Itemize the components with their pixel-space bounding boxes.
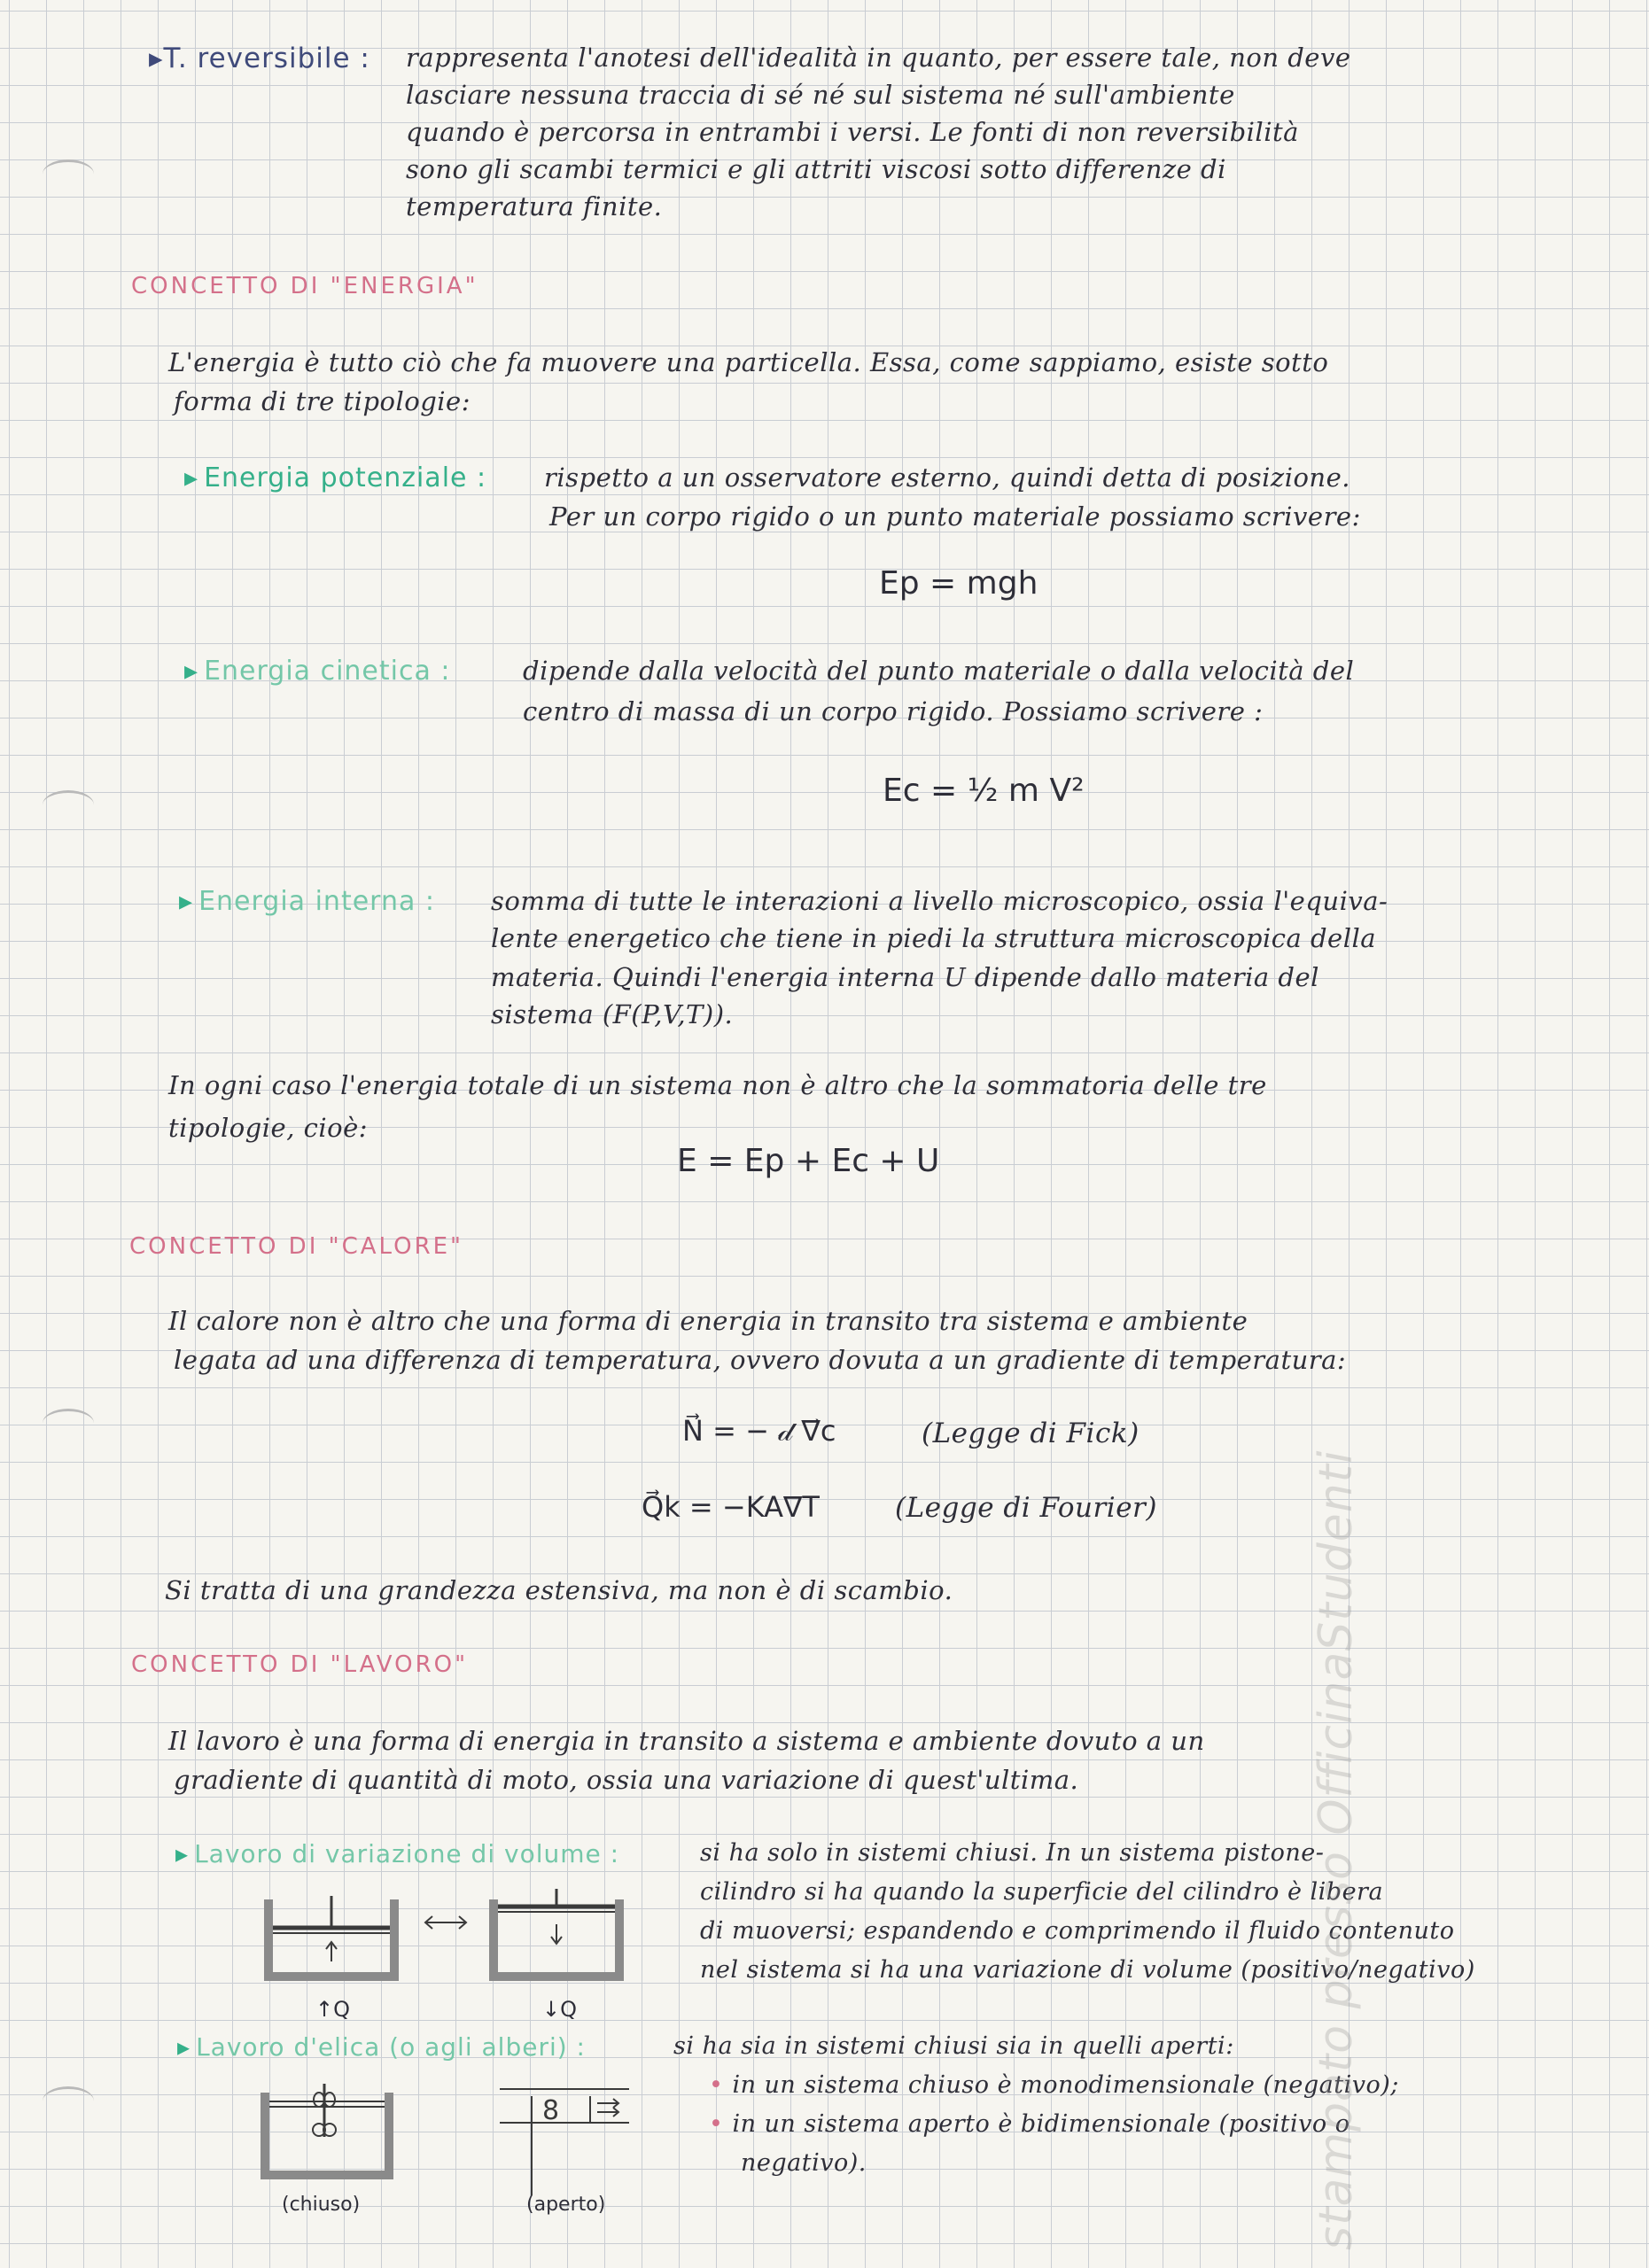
- energia-potenziale-line-1: rispetto a un osservatore esterno, quindi detta di posizione.: [544, 462, 1350, 493]
- cylinder-compressing: [489, 1889, 624, 1981]
- energia-cinetica-label: [184, 656, 451, 687]
- energia-interna-label: [179, 886, 435, 917]
- energia-potenziale-line-2: Per un corpo rigido o un punto materiale possiamo scrivere:: [549, 501, 1361, 532]
- legge-fourier-label: (Legge di Fourier): [895, 1492, 1157, 1524]
- lavoro-heading: CONCETTO DI "LAVORO": [131, 1651, 469, 1678]
- energia-interna-line-1: somma di tutte le interazioni a livello microscopico, ossia l'equiva-: [491, 886, 1388, 916]
- lavoro-line-1: Il lavoro è una forma di energia in transito a sistema e ambiente dovuto a un: [168, 1726, 1205, 1756]
- punch-hole-middle: [43, 790, 94, 819]
- lavoro-line-2: gradiente di quantità di moto, ossia una variazione di quest'ultima.: [174, 1765, 1079, 1795]
- arrow-bullet-icon: ▸: [179, 886, 194, 917]
- paddle-wheel-open-diagram: [496, 2084, 638, 2199]
- svg-text:8: 8: [542, 2095, 560, 2126]
- bullet-text: in un sistema aperto è bidimensionale (positivo o: [732, 2110, 1350, 2138]
- reversibile-line-1: rappresenta l'anotesi dell'idealità in quanto, per essere tale, non deve: [406, 43, 1351, 73]
- energia-cinetica-line-1: dipende dalla velocità del punto materiale o dalla velocità del: [523, 656, 1355, 686]
- bullet-dot-icon: •: [709, 2071, 724, 2099]
- energia-interna-line-4: sistema (F(P,V,T)).: [491, 999, 734, 1029]
- energia-cinetica-line-2: centro di massa di un corpo rigido. Possiamo scrivere :: [523, 696, 1264, 726]
- energia-totale-line-2: tipologie, cioè:: [168, 1113, 369, 1143]
- bullet-text: in un sistema chiuso è monodimensionale (negativo);: [732, 2071, 1399, 2099]
- legge-fick-label: (Legge di Fick): [922, 1418, 1140, 1449]
- lavoro-volume-line-1: si ha solo in sistemi chiusi. In un sistema pistone-: [700, 1839, 1325, 1867]
- cylinder-expanding: [264, 1896, 399, 1981]
- formula-energia-totale: E = Ep + Ec + U: [677, 1143, 940, 1179]
- heat-in-label: ↑Q: [315, 1997, 350, 2022]
- arrow-bullet-icon: ▸: [177, 2032, 191, 2062]
- formula-energia-cinetica: Ec = ½ m V²: [883, 773, 1085, 809]
- bullet-dot-icon: •: [709, 2110, 724, 2138]
- energia-intro-2: forma di tre tipologie:: [174, 386, 471, 416]
- reversibile-line-4: sono gli scambi termici e gli attriti viscosi sotto differenze di: [406, 154, 1226, 184]
- lavoro-volume-line-2: cilindro si ha quando la superficie del cilindro è libera: [700, 1878, 1384, 1906]
- calore-closing: Si tratta di una grandezza estensiva, ma non è di scambio.: [165, 1575, 953, 1605]
- energia-interna-line-2: lente energetico che tiene in piedi la struttura microscopica della: [491, 923, 1377, 953]
- closed-system-label: (chiuso): [282, 2194, 361, 2216]
- bullet-continuation: negativo).: [741, 2149, 867, 2177]
- list-item: [709, 2110, 1350, 2138]
- open-system-label: (aperto): [526, 2194, 606, 2216]
- lavoro-volume-line-4: nel sistema si ha una variazione di volume (positivo/negativo): [700, 1956, 1475, 1984]
- energia-potenziale-text: Energia potenziale :: [204, 462, 487, 493]
- energia-cinetica-text: Energia cinetica :: [204, 656, 451, 687]
- punch-hole-top: [43, 159, 94, 189]
- punch-hole-lower: [43, 1409, 94, 1438]
- energia-interna-line-3: materia. Quindi l'energia interna U dipende dallo materia del: [491, 962, 1319, 992]
- punch-hole-bottom: [43, 2086, 94, 2116]
- double-arrow-icon: [425, 1916, 466, 1929]
- arrow-bullet-icon: ▸: [184, 656, 199, 687]
- calore-line-1: Il calore non è altro che una forma di energia in transito tra sistema e ambiente: [168, 1306, 1248, 1336]
- energia-heading: CONCETTO DI "ENERGIA": [131, 273, 478, 299]
- reversibile-line-3: quando è percorsa in entrambi i versi. Le fonti di non reversibilità: [406, 117, 1299, 147]
- lavoro-volume-line-3: di muoversi; espandendo e comprimendo il fluido contenuto: [700, 1917, 1455, 1945]
- piston-cylinder-diagram: [257, 1887, 629, 2002]
- reversibile-line-5: temperatura finite.: [406, 191, 663, 221]
- energia-intro-1: L'energia è tutto ciò che fa muovere una particella. Essa, come sappiamo, esiste sotto: [168, 347, 1329, 377]
- formula-fourier: Q⃗k = −KA∇T: [642, 1490, 820, 1524]
- lavoro-elica-line: si ha sia in sistemi chiusi sia in quelli aperti:: [673, 2032, 1234, 2060]
- energia-potenziale-label: [184, 462, 486, 493]
- heat-out-label: ↓Q: [542, 1997, 577, 2022]
- list-item: [709, 2071, 1399, 2099]
- energia-totale-line-1: In ogni caso l'energia totale di un sistema non è altro che la sommatoria delle tre: [168, 1070, 1267, 1100]
- lavoro-volume-label: [175, 1839, 619, 1868]
- energia-interna-text: Energia interna :: [198, 886, 436, 917]
- formula-fick: N⃗ = − 𝒹 ∇⃗c: [682, 1414, 836, 1448]
- reversibile-line-2: lasciare nessuna traccia di sé né sul sistema né sull'ambiente: [406, 80, 1235, 110]
- lavoro-volume-text: Lavoro di variazione di volume :: [194, 1839, 620, 1868]
- reversibile-label: ▸T. reversibile :: [149, 43, 370, 74]
- paddle-wheel-closed-diagram: [257, 2084, 399, 2190]
- arrow-bullet-icon: ▸: [175, 1839, 190, 1868]
- lavoro-elica-text: Lavoro d'elica (o agli alberi) :: [196, 2032, 586, 2062]
- calore-line-2: legata ad una differenza di temperatura, ovvero dovuta a un gradiente di temperatura:: [174, 1345, 1347, 1375]
- arrow-bullet-icon: ▸: [184, 462, 199, 493]
- formula-energia-potenziale: Ep = mgh: [879, 565, 1038, 602]
- lavoro-elica-label: [177, 2032, 586, 2062]
- calore-heading: CONCETTO DI "CALORE": [129, 1233, 464, 1260]
- watermark: stampato presso OfficinaStudenti: [1310, 1449, 1363, 2250]
